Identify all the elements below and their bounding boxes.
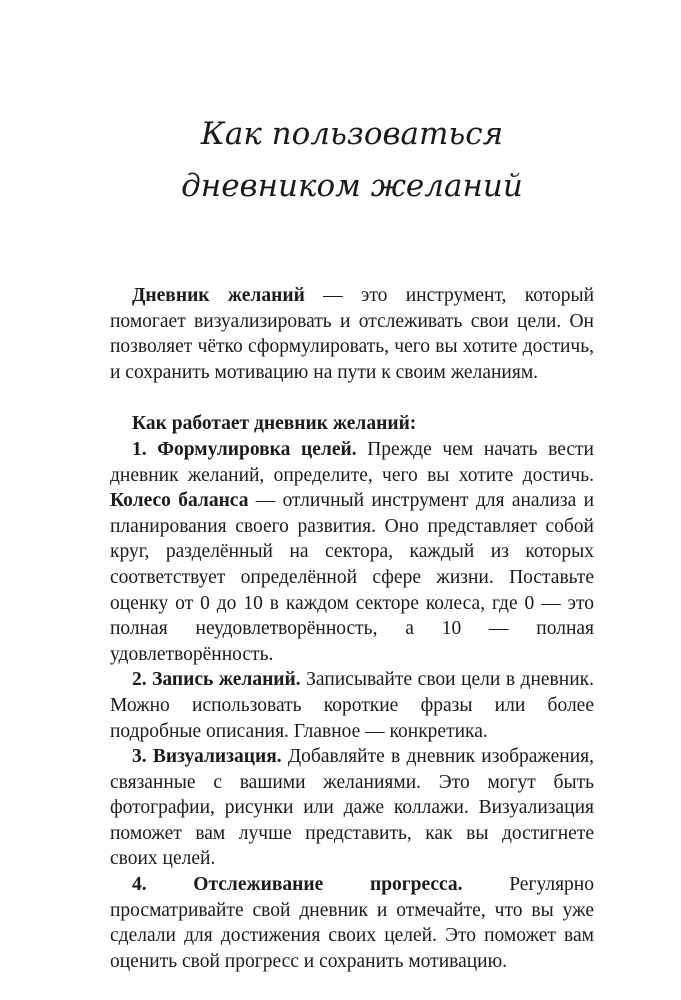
item-3-text: Добавляйте в дневник изображения, связанные с вашими желаниями. Это могут быть фотографии, рисунки или даже коллажи. Визуализация поможет вам лучше представить, как вы достигнете своих целей. [110, 746, 594, 870]
title-line-1: Как пользоваться [200, 116, 504, 152]
list-item-1 [110, 437, 594, 667]
item-1-text: Прежде чем начать вести дневник желаний, определите, чего вы хотите достичь. [110, 438, 594, 486]
body-text [110, 283, 594, 974]
section-heading: Как работает дневник желаний: [132, 413, 417, 435]
intro-term: Дневник желаний [132, 285, 305, 306]
item-1-term: Колесо баланса [110, 490, 249, 512]
intro-paragraph [110, 283, 594, 385]
item-1-heading: 1. Формулировка целей. [132, 438, 357, 460]
title-line-2: дневником желаний [181, 168, 523, 204]
page [110, 0, 594, 974]
item-3-heading: 3. Визуализация. [132, 746, 282, 768]
list-item-4 [110, 872, 594, 974]
item-1-text2: — отличный инструмент для анализа и планирования своего развития. Оно представляет собой круг, разделённый на сектора, каждый из которых соответствует определённой сфере жизни. Поставьте оценку от 0 до 10 в каждом секторе колеса, где 0 — это полная неудовлетворённость, а 10 — полная удовлетворённость. [110, 490, 594, 665]
item-4-heading: 4. Отслеживание прогресса. [132, 874, 463, 896]
page-title [110, 0, 594, 212]
list-item-3 [110, 744, 594, 872]
item-2-text: Записывайте свои цели в дневник. Можно использовать короткие фразы или более подробные описания. Главное — конкретика. [110, 669, 594, 742]
list-item-2 [110, 667, 594, 744]
item-2-heading: 2. Запись желаний. [132, 669, 301, 691]
item-4-text: Регулярно просматривайте свой дневник и отмечайте, что вы уже сделали для достижения своих целей. Это поможет вам оценить свой прогресс и сохранить мотивацию. [110, 874, 594, 972]
intro-text: — это инструмент, который помогает визуализировать и отслеживать свои цели. Он позволяет чётко сформулировать, чего вы хотите достичь, и сохранить мотивацию на пути к своим желаниям. [110, 285, 594, 383]
